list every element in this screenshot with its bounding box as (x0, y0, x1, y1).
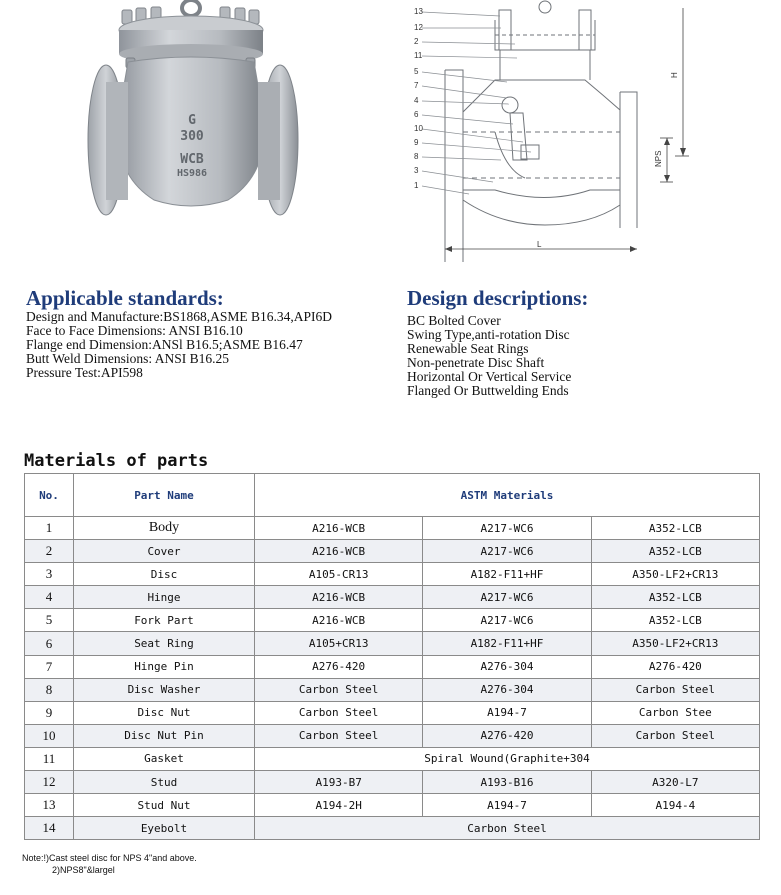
standards-line: Flange end Dimension:ANSl B16.5;ASME B16.47 (26, 337, 303, 352)
photo-mark-4: HS986 (176, 168, 208, 179)
design-line: BC Bolted Cover (407, 313, 501, 328)
cell-no: 2 (25, 540, 74, 563)
cell-part-name: Disc Nut (74, 701, 255, 724)
table-header-row (25, 474, 760, 517)
table-row (25, 517, 760, 540)
cell-material-1: A105+CR13 (255, 632, 423, 655)
cell-no: 1 (25, 517, 74, 540)
standards-line: Butt Weld Dimensions: ANSI B16.25 (26, 351, 230, 366)
cell-part-name: Stud (74, 771, 255, 794)
cell-material-2: A193-B16 (423, 771, 591, 794)
design-descriptions-heading: Design descriptions: (407, 286, 589, 310)
table-row (25, 586, 760, 609)
header-part-name: Part Name (74, 474, 255, 517)
cell-material-3: Carbon Steel (591, 724, 759, 747)
callout-11: 11 (414, 51, 423, 60)
cell-no: 9 (25, 701, 74, 724)
cell-material-1: A216-WCB (255, 540, 423, 563)
cell-material-2: A182-F11+HF (423, 563, 591, 586)
standards-line: Pressure Test:API598 (26, 365, 143, 380)
cell-no: 13 (25, 794, 74, 817)
callout-12: 12 (414, 23, 423, 32)
cell-part-name: Hinge (74, 586, 255, 609)
cell-part-name: Cover (74, 540, 255, 563)
cell-material-1: A105-CR13 (255, 563, 423, 586)
table-row (25, 724, 760, 747)
callout-5: 5 (414, 67, 419, 76)
photo-mark-2: 300 (180, 129, 204, 144)
cell-part-name: Stud Nut (74, 794, 255, 817)
standards-line: Face to Face Dimensions: ANSI B16.10 (26, 323, 243, 338)
applicable-standards-heading: Applicable standards: (26, 286, 224, 310)
cell-material-span: Carbon Steel (255, 817, 760, 840)
design-line: Horizontal Or Vertical Service (407, 369, 572, 384)
callout-2: 2 (414, 37, 419, 46)
cell-no: 10 (25, 724, 74, 747)
cell-material-3: A350-LF2+CR13 (591, 632, 759, 655)
standards-list (26, 310, 332, 380)
design-line: Flanged Or Buttwelding Ends (407, 383, 569, 398)
design-line: Non-penetrate Disc Shaft (407, 355, 545, 370)
cell-material-1: Carbon Steel (255, 678, 423, 701)
standards-line: Design and Manufacture:BS1868,ASME B16.34,API6D (26, 309, 332, 324)
materials-table (24, 473, 760, 840)
table-row (25, 632, 760, 655)
cell-material-2: A194-7 (423, 701, 591, 724)
cell-material-1: A216-WCB (255, 586, 423, 609)
callout-10: 10 (414, 124, 423, 133)
table-row (25, 747, 760, 770)
table-row (25, 678, 760, 701)
cell-material-3: Carbon Steel (591, 678, 759, 701)
cell-material-3: A320-L7 (591, 771, 759, 794)
cell-material-2: A182-F11+HF (423, 632, 591, 655)
cell-material-2: A194-7 (423, 794, 591, 817)
cell-part-name: Eyebolt (74, 817, 255, 840)
cell-material-1: A193-B7 (255, 771, 423, 794)
cell-part-name: Gasket (74, 747, 255, 770)
header-no: No. (25, 474, 74, 517)
table-row (25, 817, 760, 840)
cell-material-2: A217-WC6 (423, 540, 591, 563)
materials-title: Materials of parts (24, 451, 209, 471)
cell-part-name: Fork Part (74, 609, 255, 632)
cell-material-3: A350-LF2+CR13 (591, 563, 759, 586)
photo-mark-3: WCB (180, 152, 204, 167)
table-row (25, 540, 760, 563)
cell-material-1: Carbon Steel (255, 701, 423, 724)
cell-no: 12 (25, 771, 74, 794)
dimension-nps: NPS (654, 150, 663, 167)
cell-no: 7 (25, 655, 74, 678)
table-row (25, 794, 760, 817)
cell-no: 6 (25, 632, 74, 655)
callout-9: 9 (414, 138, 419, 147)
cell-no: 4 (25, 586, 74, 609)
cell-material-2: A276-304 (423, 655, 591, 678)
photo-mark-1: G (188, 113, 196, 128)
header-astm-materials: ASTM Materials (255, 474, 760, 517)
dimension-l: L (537, 240, 542, 249)
table-row (25, 609, 760, 632)
cell-material-3: A352-LCB (591, 517, 759, 540)
table-row (25, 771, 760, 794)
callout-13: 13 (414, 7, 423, 16)
valve-section-drawing (405, 0, 705, 262)
cell-material-1: A216-WCB (255, 517, 423, 540)
cell-no: 3 (25, 563, 74, 586)
callout-6: 6 (414, 110, 419, 119)
cell-no: 8 (25, 678, 74, 701)
cell-part-name: Seat Ring (74, 632, 255, 655)
cell-material-3: A352-LCB (591, 540, 759, 563)
cell-material-2: A276-420 (423, 724, 591, 747)
cell-material-2: A276-304 (423, 678, 591, 701)
note-line: Note:!)Cast steel disc for NPS 4"and above. (22, 853, 197, 863)
note-line: 2)NPS8"&largel (52, 865, 115, 875)
cell-material-1: A276-420 (255, 655, 423, 678)
dimension-h: H (670, 72, 679, 78)
callout-3: 3 (414, 166, 419, 175)
cell-no: 11 (25, 747, 74, 770)
cell-material-2: A217-WC6 (423, 517, 591, 540)
design-list (407, 314, 571, 398)
table-row (25, 563, 760, 586)
table-row (25, 655, 760, 678)
cell-material-2: A217-WC6 (423, 609, 591, 632)
cell-material-1: Carbon Steel (255, 724, 423, 747)
cell-part-name: Disc Washer (74, 678, 255, 701)
cell-part-name: Body (74, 517, 255, 540)
design-line: Swing Type,anti-rotation Disc (407, 327, 570, 342)
cell-part-name: Disc Nut Pin (74, 724, 255, 747)
callout-7: 7 (414, 81, 419, 90)
cell-no: 5 (25, 609, 74, 632)
cell-material-1: A194-2H (255, 794, 423, 817)
cell-material-3: A352-LCB (591, 586, 759, 609)
cell-material-3: A276-420 (591, 655, 759, 678)
callout-1: 1 (414, 181, 419, 190)
cell-material-1: A216-WCB (255, 609, 423, 632)
cell-part-name: Hinge Pin (74, 655, 255, 678)
design-line: Renewable Seat Rings (407, 341, 529, 356)
cell-material-3: Carbon Stee (591, 701, 759, 724)
cell-material-span: Spiral Wound(Graphite+304 (255, 747, 760, 770)
cell-part-name: Disc (74, 563, 255, 586)
cell-material-3: A352-LCB (591, 609, 759, 632)
valve-photo (78, 0, 318, 222)
cell-no: 14 (25, 817, 74, 840)
callout-8: 8 (414, 152, 419, 161)
notes (22, 852, 197, 876)
callout-4: 4 (414, 96, 419, 105)
cell-material-3: A194-4 (591, 794, 759, 817)
table-row (25, 701, 760, 724)
cell-material-2: A217-WC6 (423, 586, 591, 609)
